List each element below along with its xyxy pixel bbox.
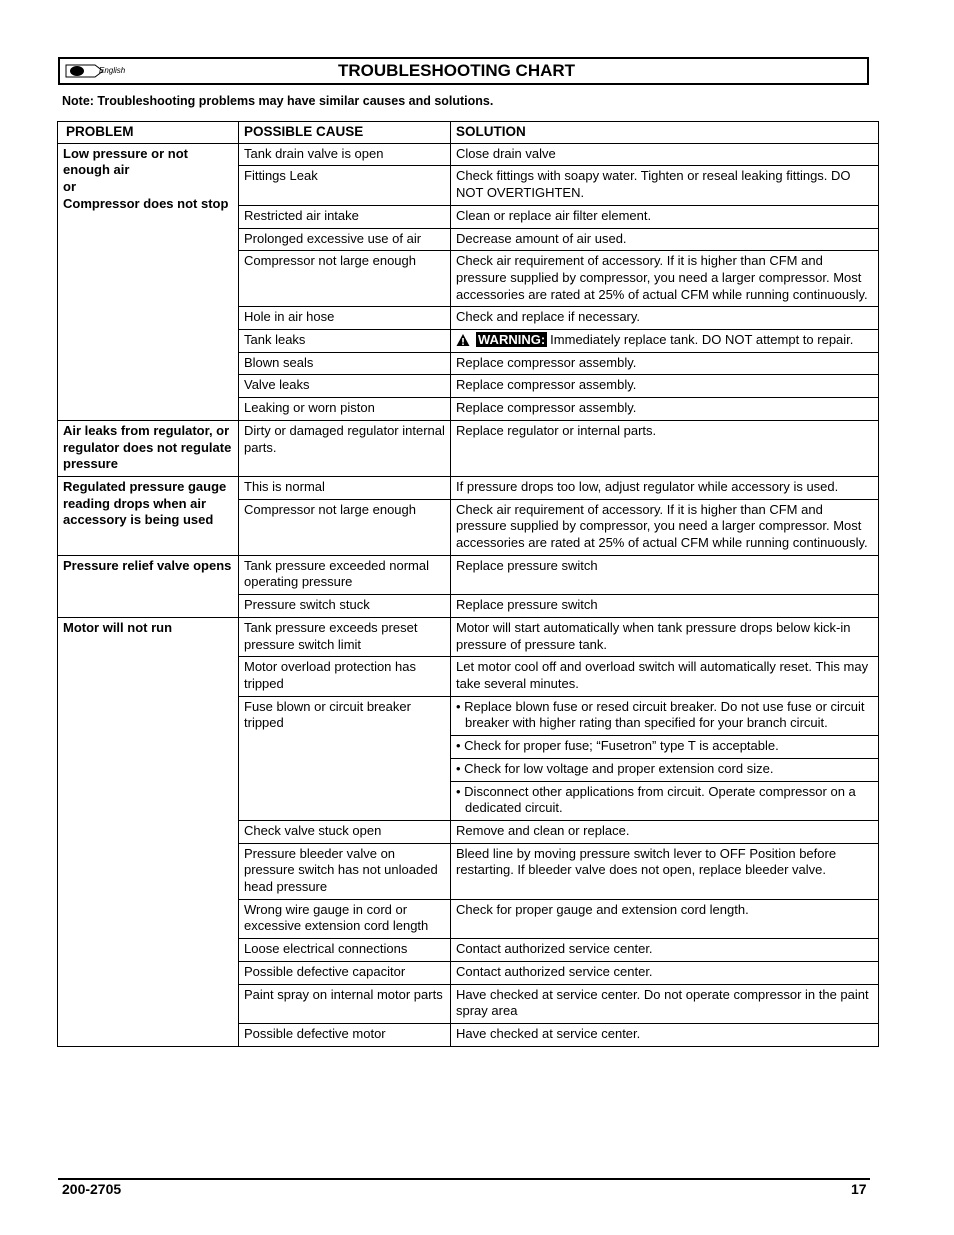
solution-cell — [451, 696, 879, 735]
solution-cell: Have checked at service center. — [451, 1023, 879, 1046]
solution-cell: Check air requirement of accessory. If it is higher than CFM and pressure supplied by compressor, you need a larger compressor. Most accessories are rated at 25% of actual CFM while running continuously. — [451, 499, 879, 555]
warning-badge: WARNING: — [478, 332, 546, 348]
solution-cell: Replace compressor assembly. — [451, 375, 879, 398]
solution-cell: Contact authorized service center. — [451, 961, 879, 984]
cause-cell: Check valve stuck open — [239, 820, 451, 843]
solution-cell: Contact authorized service center. — [451, 939, 879, 962]
solution-cell — [451, 330, 879, 353]
problem-text: Low pressure or not enough air — [63, 145, 188, 178]
problem-text: Regulated pressure gauge reading drops when air accessory is being used — [63, 478, 227, 528]
troubleshooting-table — [57, 121, 879, 1047]
solution-cell: Check air requirement of accessory. If it is higher than CFM and pressure supplied by compressor, you need a larger compressor. Most accessories are rated at 25% of actual CFM while running continuously. — [451, 251, 879, 307]
cause-cell: Tank leaks — [239, 330, 451, 353]
cause-cell: Possible defective motor — [239, 1023, 451, 1046]
cause-cell: Tank pressure exceeded normal operating pressure — [239, 555, 451, 594]
language-label: English — [99, 66, 126, 75]
language-tab — [65, 64, 127, 78]
cause-cell: Leaking or worn piston — [239, 398, 451, 421]
solution-cell — [451, 781, 879, 820]
footer-rule — [58, 1178, 870, 1180]
solution-cell: Clean or replace air filter element. — [451, 205, 879, 228]
solution-cell: Replace pressure switch — [451, 555, 879, 594]
cause-cell: Blown seals — [239, 352, 451, 375]
problem-cell — [58, 420, 239, 476]
problem-cell — [58, 617, 239, 1046]
cause-cell: Restricted air intake — [239, 205, 451, 228]
solution-bullet: • Check for low voltage and proper extension cord size. — [456, 760, 774, 776]
page-title: TROUBLESHOOTING CHART — [338, 61, 576, 80]
table-row — [58, 476, 879, 499]
problem-text: or — [63, 179, 76, 195]
problem-cell — [58, 476, 239, 555]
solution-cell: Close drain valve — [451, 143, 879, 166]
cause-cell: Motor overload protection has tripped — [239, 657, 451, 696]
warning-block — [456, 332, 874, 349]
problem-text: Compressor does not stop — [63, 195, 229, 211]
cause-cell: Prolonged excessive use of air — [239, 228, 451, 251]
table-row — [58, 143, 879, 166]
warning-triangle-icon — [456, 333, 470, 347]
cause-cell: Compressor not large enough — [239, 499, 451, 555]
cause-cell: Loose electrical connections — [239, 939, 451, 962]
solution-cell: Replace compressor assembly. — [451, 352, 879, 375]
solution-cell: Check and replace if necessary. — [451, 307, 879, 330]
solution-bullet: • Replace blown fuse or resed circuit breaker. Do not use fuse or circuit breaker with higher rating than specified for your branch circuit. — [456, 698, 865, 731]
table-header-row — [58, 122, 879, 144]
cause-cell: Tank pressure exceeds preset pressure switch limit — [239, 617, 451, 656]
table-body — [58, 143, 879, 1046]
note-text: Note: Troubleshooting problems may have similar causes and solutions. — [62, 94, 494, 108]
solution-cell: Decrease amount of air used. — [451, 228, 879, 251]
cause-cell: Wrong wire gauge in cord or excessive extension cord length — [239, 899, 451, 938]
cause-cell: This is normal — [239, 476, 451, 499]
solution-cell: Replace regulator or internal parts. — [451, 420, 879, 476]
cause-cell: Tank drain valve is open — [239, 143, 451, 166]
cause-cell: Dirty or damaged regulator internal parts. — [239, 420, 451, 476]
solution-bullet: • Disconnect other applications from circuit. Operate compressor on a dedicated circuit. — [456, 783, 856, 816]
solution-cell: Bleed line by moving pressure switch lever to OFF Position before restarting. If bleeder valve does not open, replace bleeder valve. — [451, 843, 879, 899]
solution-cell: Check fittings with soapy water. Tighten or reseal leaking fittings. DO NOT OVERTIGHTEN. — [451, 166, 879, 205]
cause-cell: Paint spray on internal motor parts — [239, 984, 451, 1023]
solution-cell: Replace pressure switch — [451, 595, 879, 618]
table-row — [58, 617, 879, 656]
cause-cell: Valve leaks — [239, 375, 451, 398]
problem-text: Pressure relief valve opens — [63, 557, 232, 573]
solution-bullet: • Check for proper fuse; “Fusetron” type T is acceptable. — [456, 738, 779, 754]
solution-cell: Let motor cool off and overload switch will automatically reset. This may take several minutes. — [451, 657, 879, 696]
cause-cell: Compressor not large enough — [239, 251, 451, 307]
column-header-cause: POSSIBLE CAUSE — [239, 122, 451, 144]
solution-text: Immediately replace tank. DO NOT attempt to repair. — [550, 332, 854, 348]
table-row — [58, 420, 879, 476]
problem-cell — [58, 555, 239, 617]
section-header — [58, 57, 869, 85]
solution-cell: Check for proper gauge and extension cord length. — [451, 899, 879, 938]
solution-cell: If pressure drops too low, adjust regulator while accessory is used. — [451, 476, 879, 499]
document-number: 200-2705 — [62, 1181, 122, 1197]
cause-cell: Pressure switch stuck — [239, 595, 451, 618]
page-number: 17 — [851, 1181, 867, 1197]
solution-cell: Have checked at service center. Do not operate compressor in the paint spray area — [451, 984, 879, 1023]
column-header-solution: SOLUTION — [451, 122, 879, 144]
solution-cell: Remove and clean or replace. — [451, 820, 879, 843]
cause-cell: Fuse blown or circuit breaker tripped — [239, 696, 451, 820]
solution-cell: Motor will start automatically when tank pressure drops below kick-in pressure of pressure tank. — [451, 617, 879, 656]
solution-cell: Replace compressor assembly. — [451, 398, 879, 421]
cause-cell: Fittings Leak — [239, 166, 451, 205]
problem-text: Air leaks from regulator, or regulator does not regulate pressure — [63, 422, 232, 472]
column-header-problem: PROBLEM — [58, 122, 239, 144]
cause-cell: Pressure bleeder valve on pressure switch has not unloaded head pressure — [239, 843, 451, 899]
cause-cell: Possible defective capacitor — [239, 961, 451, 984]
problem-text: Motor will not run — [63, 619, 173, 635]
solution-cell — [451, 758, 879, 781]
cause-cell: Hole in air hose — [239, 307, 451, 330]
problem-cell — [58, 143, 239, 420]
solution-cell — [451, 736, 879, 759]
table-row — [58, 555, 879, 594]
